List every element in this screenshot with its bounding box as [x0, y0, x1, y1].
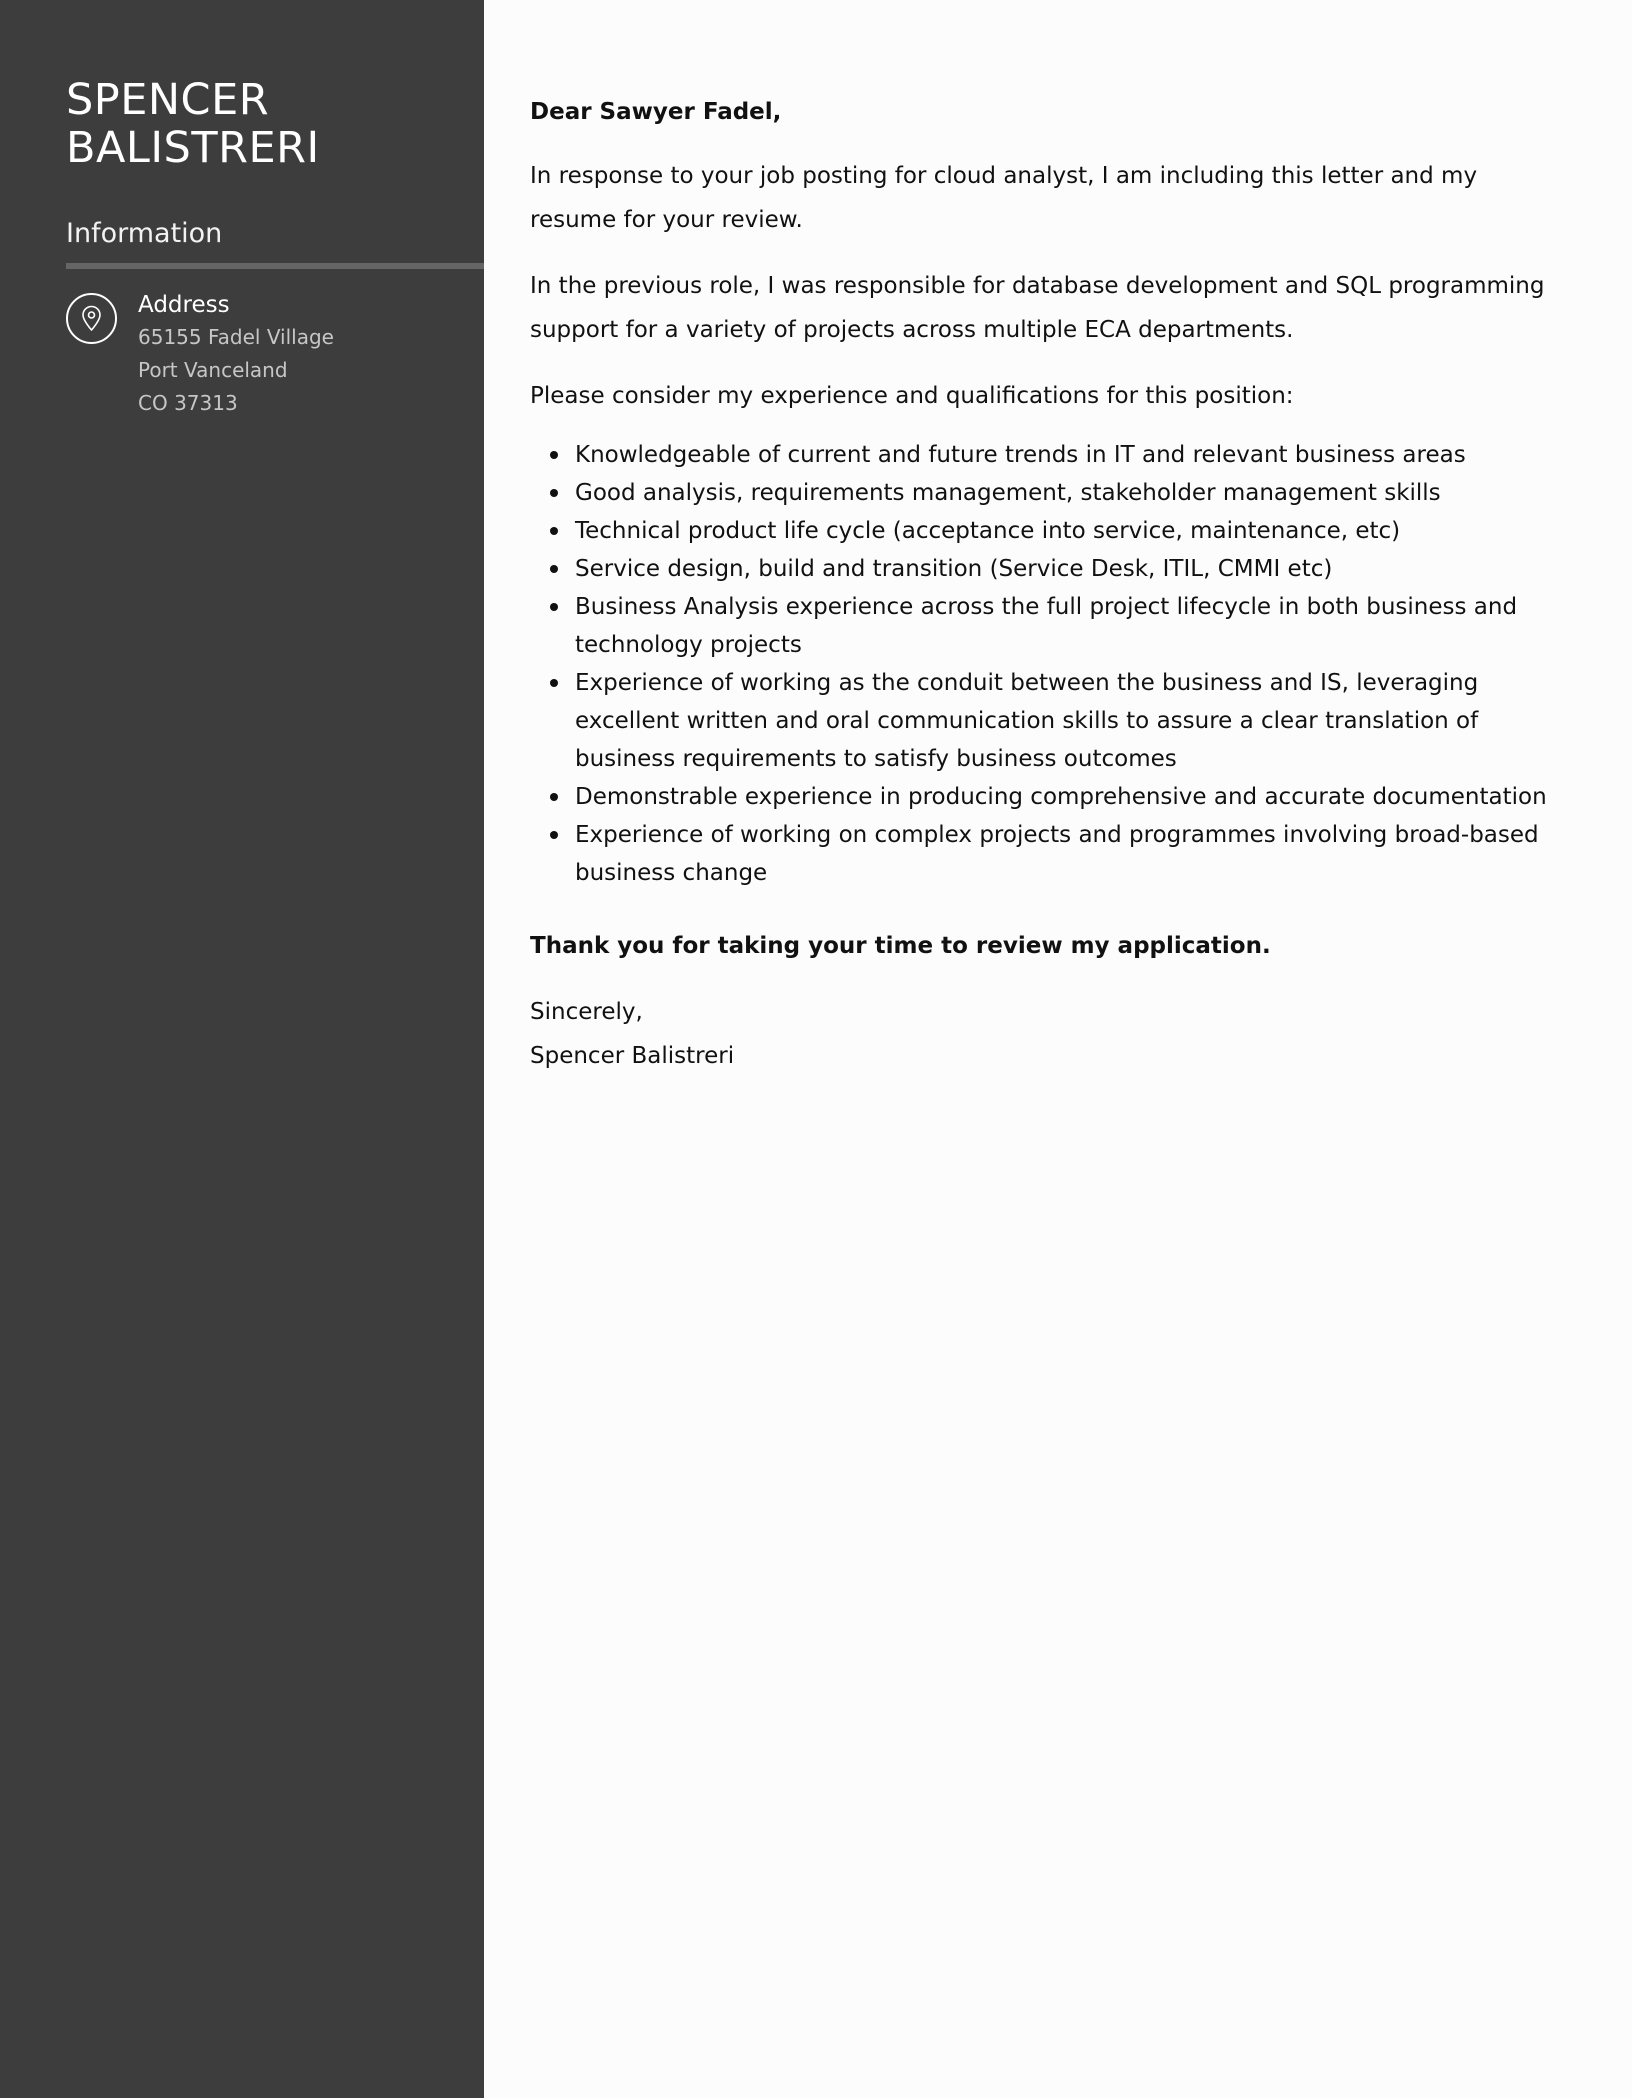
salutation: Dear Sawyer Fadel,: [530, 99, 782, 125]
qualifications-lead: Please consider my experience and qualifications for this position:: [530, 383, 1294, 409]
list-item-text: Good analysis, requirements management, stakeholder management skills: [575, 480, 1441, 506]
bullet-icon: [550, 489, 558, 497]
list-item: [530, 816, 1566, 892]
list-item: [530, 550, 1566, 588]
list-item-text: Knowledgeable of current and future trends in IT and relevant business areas: [575, 442, 1466, 468]
list-item-text: Demonstrable experience in producing comprehensive and accurate documentation: [575, 784, 1547, 810]
list-item-text: Technical product life cycle (acceptance into service, maintenance, etc): [575, 518, 1401, 544]
list-item: [530, 778, 1566, 816]
bullet-icon: [550, 451, 558, 459]
list-item-text: Experience of working on complex projects and programmes involving broad-based business change: [575, 822, 1539, 886]
bullet-icon: [550, 831, 558, 839]
applicant-first-name: SPENCER: [66, 75, 270, 125]
address-label: Address: [138, 292, 230, 318]
list-item: [530, 512, 1566, 550]
bullet-icon: [550, 679, 558, 687]
address-line-city: Port Vanceland: [138, 358, 288, 382]
list-item: [530, 664, 1566, 778]
intro-paragraph: In response to your job posting for cloud analyst, I am including this letter and my resume for your review.: [530, 163, 1478, 233]
signoff: Sincerely,: [530, 999, 643, 1025]
information-section-title: Information: [66, 218, 223, 249]
bullet-icon: [550, 565, 558, 573]
list-item: [530, 436, 1566, 474]
signature-name: Spencer Balistreri: [530, 1043, 735, 1069]
letter-body: [530, 92, 1566, 1078]
closing-line: Thank you for taking your time to review my application.: [530, 933, 1271, 959]
location-pin-icon: [66, 293, 117, 344]
list-item-text: Service design, build and transition (Service Desk, ITIL, CMMI etc): [575, 556, 1333, 582]
bullet-icon: [550, 527, 558, 535]
applicant-last-name: BALISTRERI: [66, 123, 320, 173]
address-line-street: 65155 Fadel Village: [138, 325, 334, 349]
list-item: [530, 588, 1566, 664]
list-item: [530, 474, 1566, 512]
list-item-text: Business Analysis experience across the full project lifecycle in both business and technology projects: [575, 594, 1518, 658]
bullet-icon: [550, 603, 558, 611]
qualifications-list: [530, 436, 1566, 892]
sidebar: [0, 0, 484, 2098]
section-divider: [66, 263, 484, 269]
applicant-name: [66, 76, 466, 172]
bullet-icon: [550, 793, 558, 801]
list-item-text: Experience of working as the conduit between the business and IS, leveraging excellent written and oral communication skills to assure a clear translation of business requirements to satisfy business outcomes: [575, 670, 1479, 772]
address-line-state-zip: CO 37313: [138, 391, 238, 415]
address-block: [138, 321, 334, 420]
experience-paragraph: In the previous role, I was responsible for database development and SQL programming support for a variety of projects across multiple ECA departments.: [530, 273, 1545, 343]
